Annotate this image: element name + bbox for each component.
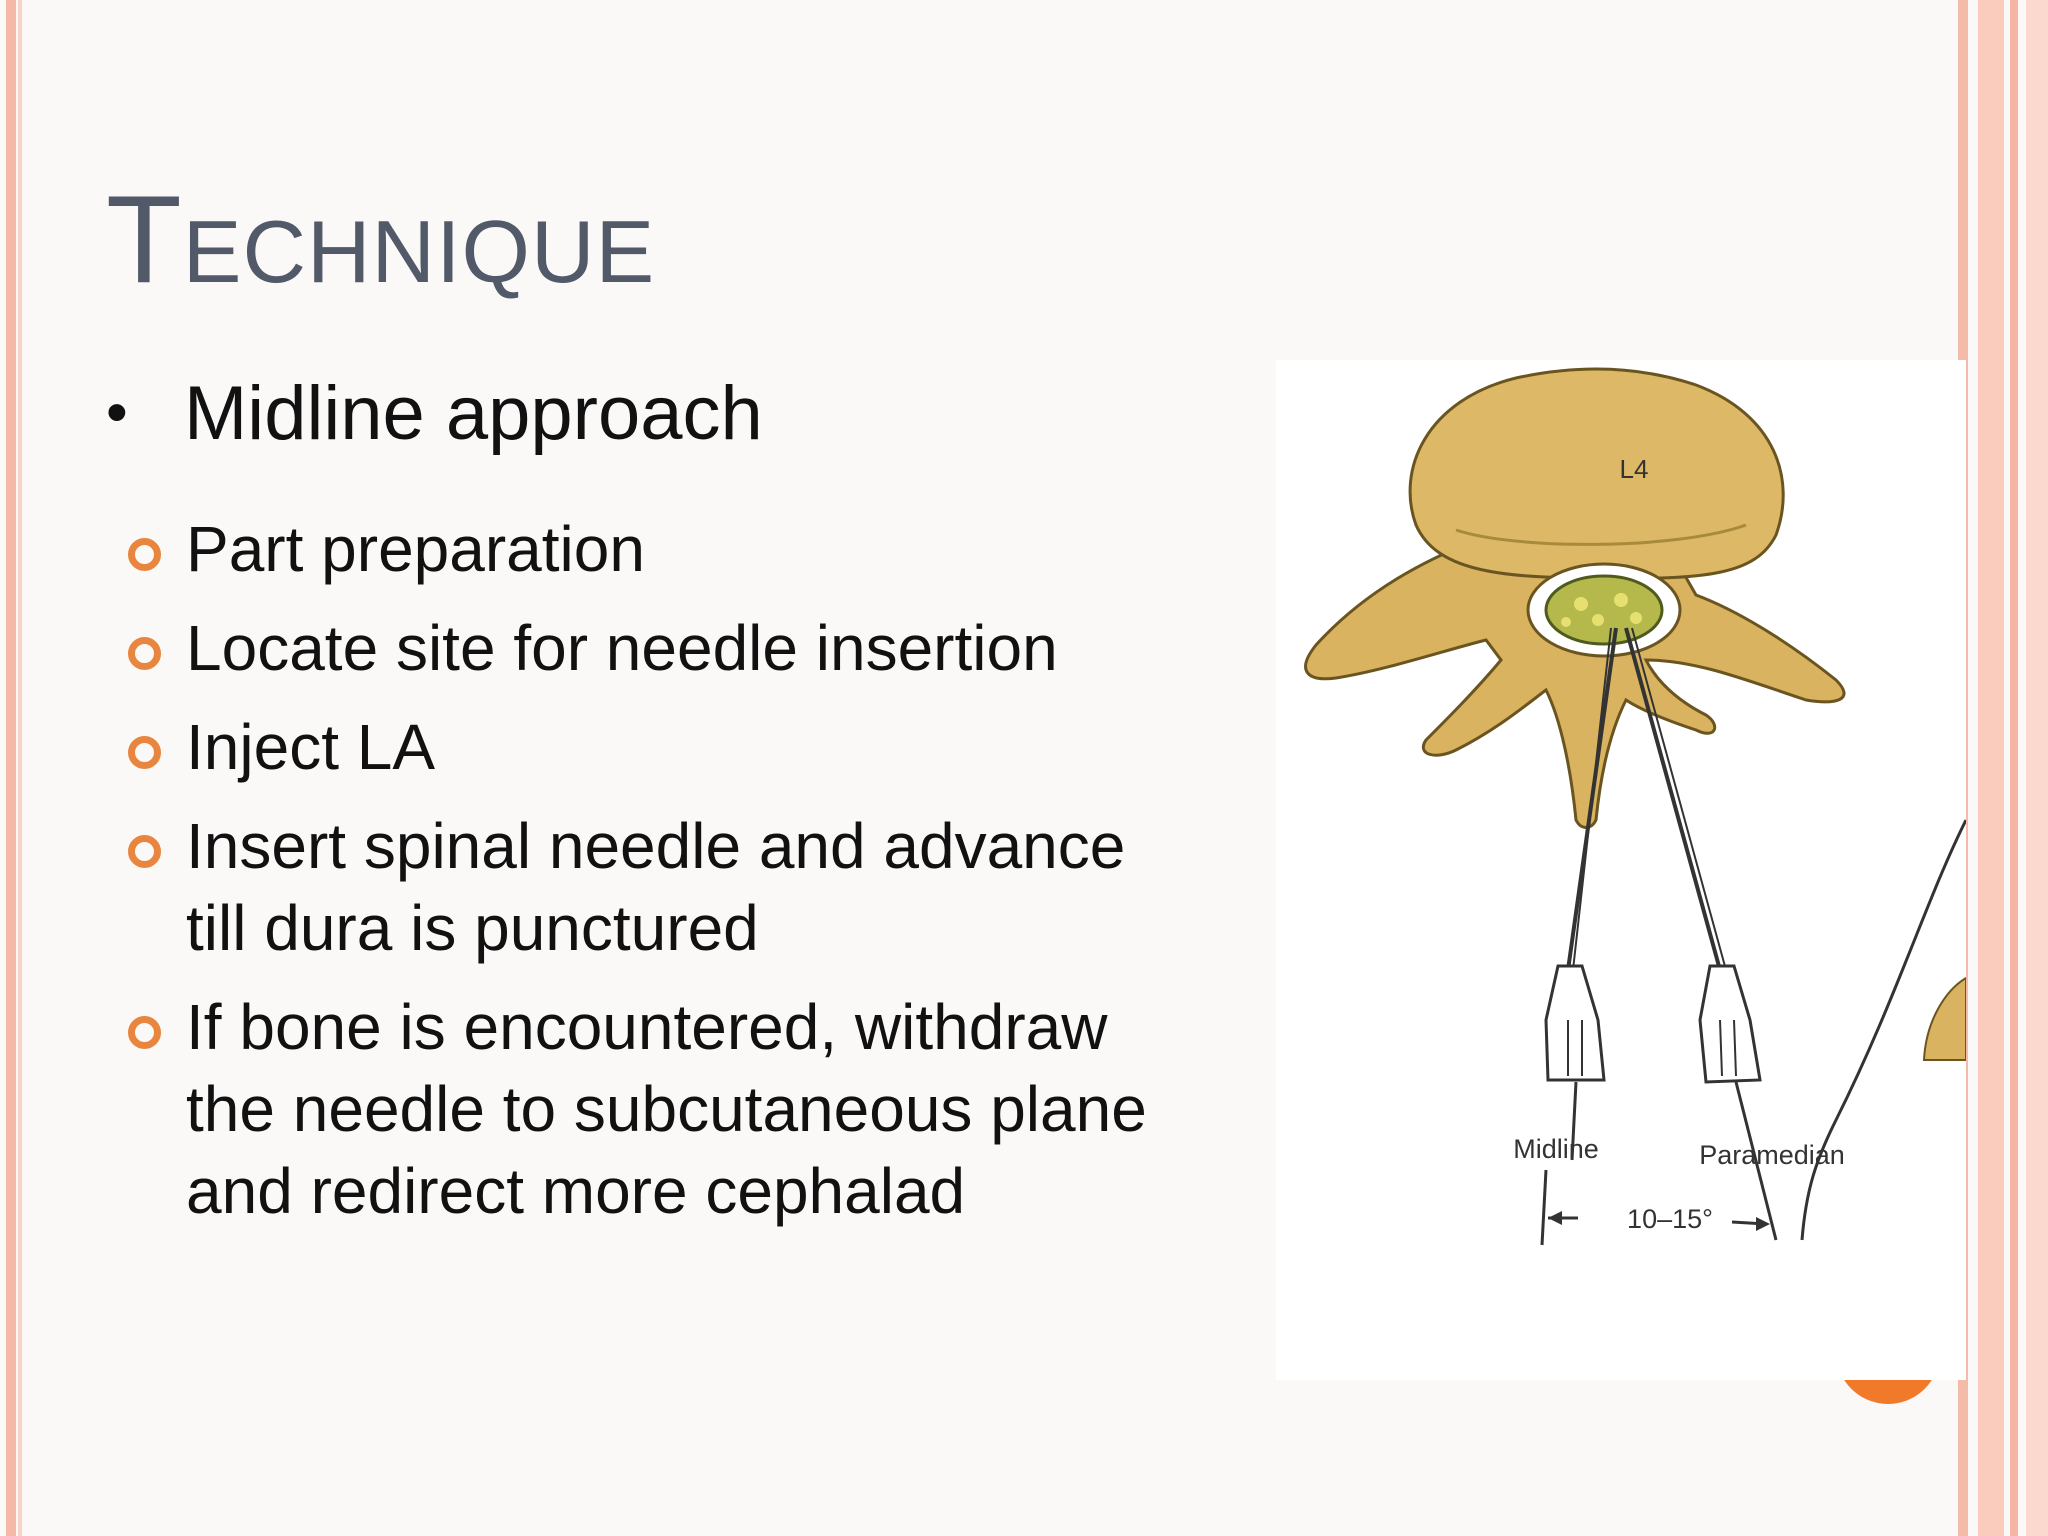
sub-bullet-line: the needle to subcutaneous plane: [186, 1073, 1147, 1145]
paramedian-label: Paramedian: [1699, 1140, 1845, 1170]
sub-bullet-item: [126, 508, 1246, 590]
arrow-left-icon: [1548, 1211, 1562, 1225]
slide-title: [106, 171, 656, 309]
nerve-root: [1614, 593, 1628, 607]
sub-bullet-item: [126, 805, 1246, 969]
orange-ring-bullet-icon: [128, 1016, 161, 1049]
sub-bullet-line: Locate site for needle insertion: [186, 612, 1058, 684]
sub-bullet-item: [126, 986, 1246, 1232]
vertebra-label: L4: [1619, 454, 1649, 484]
sub-bullet-list: [126, 508, 1246, 1249]
midline-needle-hub-icon: [1546, 966, 1604, 1080]
sub-bullet-line: If bone is encountered, withdraw: [186, 991, 1108, 1063]
title-initial: T: [106, 171, 183, 309]
orange-ring-bullet-icon: [128, 637, 161, 670]
nerve-root: [1592, 614, 1604, 626]
sub-bullet-item: [126, 706, 1246, 788]
right-border-stripe: [1978, 0, 2004, 1536]
main-bullet: [106, 372, 763, 456]
orange-ring-bullet-icon: [128, 538, 161, 571]
left-border-stripe: [6, 0, 16, 1536]
orange-ring-bullet-icon: [128, 736, 161, 769]
vertebra-illustration: [1276, 360, 1966, 1380]
midline-label: Midline: [1513, 1134, 1599, 1164]
sub-bullet-line: Inject LA: [186, 711, 436, 783]
arrow-right-icon: [1756, 1217, 1770, 1231]
vertebral-body: [1410, 369, 1783, 578]
paramedian-needle-hub-icon: [1700, 966, 1760, 1082]
nerve-root: [1630, 612, 1642, 624]
sub-bullet-line: Insert spinal needle and advance: [186, 810, 1126, 882]
sub-bullet-line: and redirect more cephalad: [186, 1155, 966, 1227]
adjacent-bone: [1924, 978, 1966, 1060]
sub-bullet-line: till dura is punctured: [186, 892, 759, 964]
bullet-dot-icon: •: [106, 378, 128, 447]
nerve-root: [1561, 617, 1571, 627]
main-bullet-text: Midline approach: [184, 371, 763, 456]
angle-label: 10–15°: [1627, 1204, 1713, 1234]
left-border-stripe-thin: [18, 0, 22, 1536]
nerve-root: [1574, 597, 1588, 611]
right-border-stripe: [2026, 0, 2048, 1536]
sub-bullet-line: Part preparation: [186, 513, 645, 585]
right-border-stripe: [2010, 0, 2018, 1536]
title-rest: ECHNIQUE: [182, 202, 656, 301]
sub-bullet-item: [126, 607, 1246, 689]
spinal-cord-icon: [1546, 576, 1662, 644]
spinal-needle-figure: [1276, 360, 1966, 1380]
orange-ring-bullet-icon: [128, 835, 161, 868]
paramedian-needle: [1626, 628, 1720, 970]
